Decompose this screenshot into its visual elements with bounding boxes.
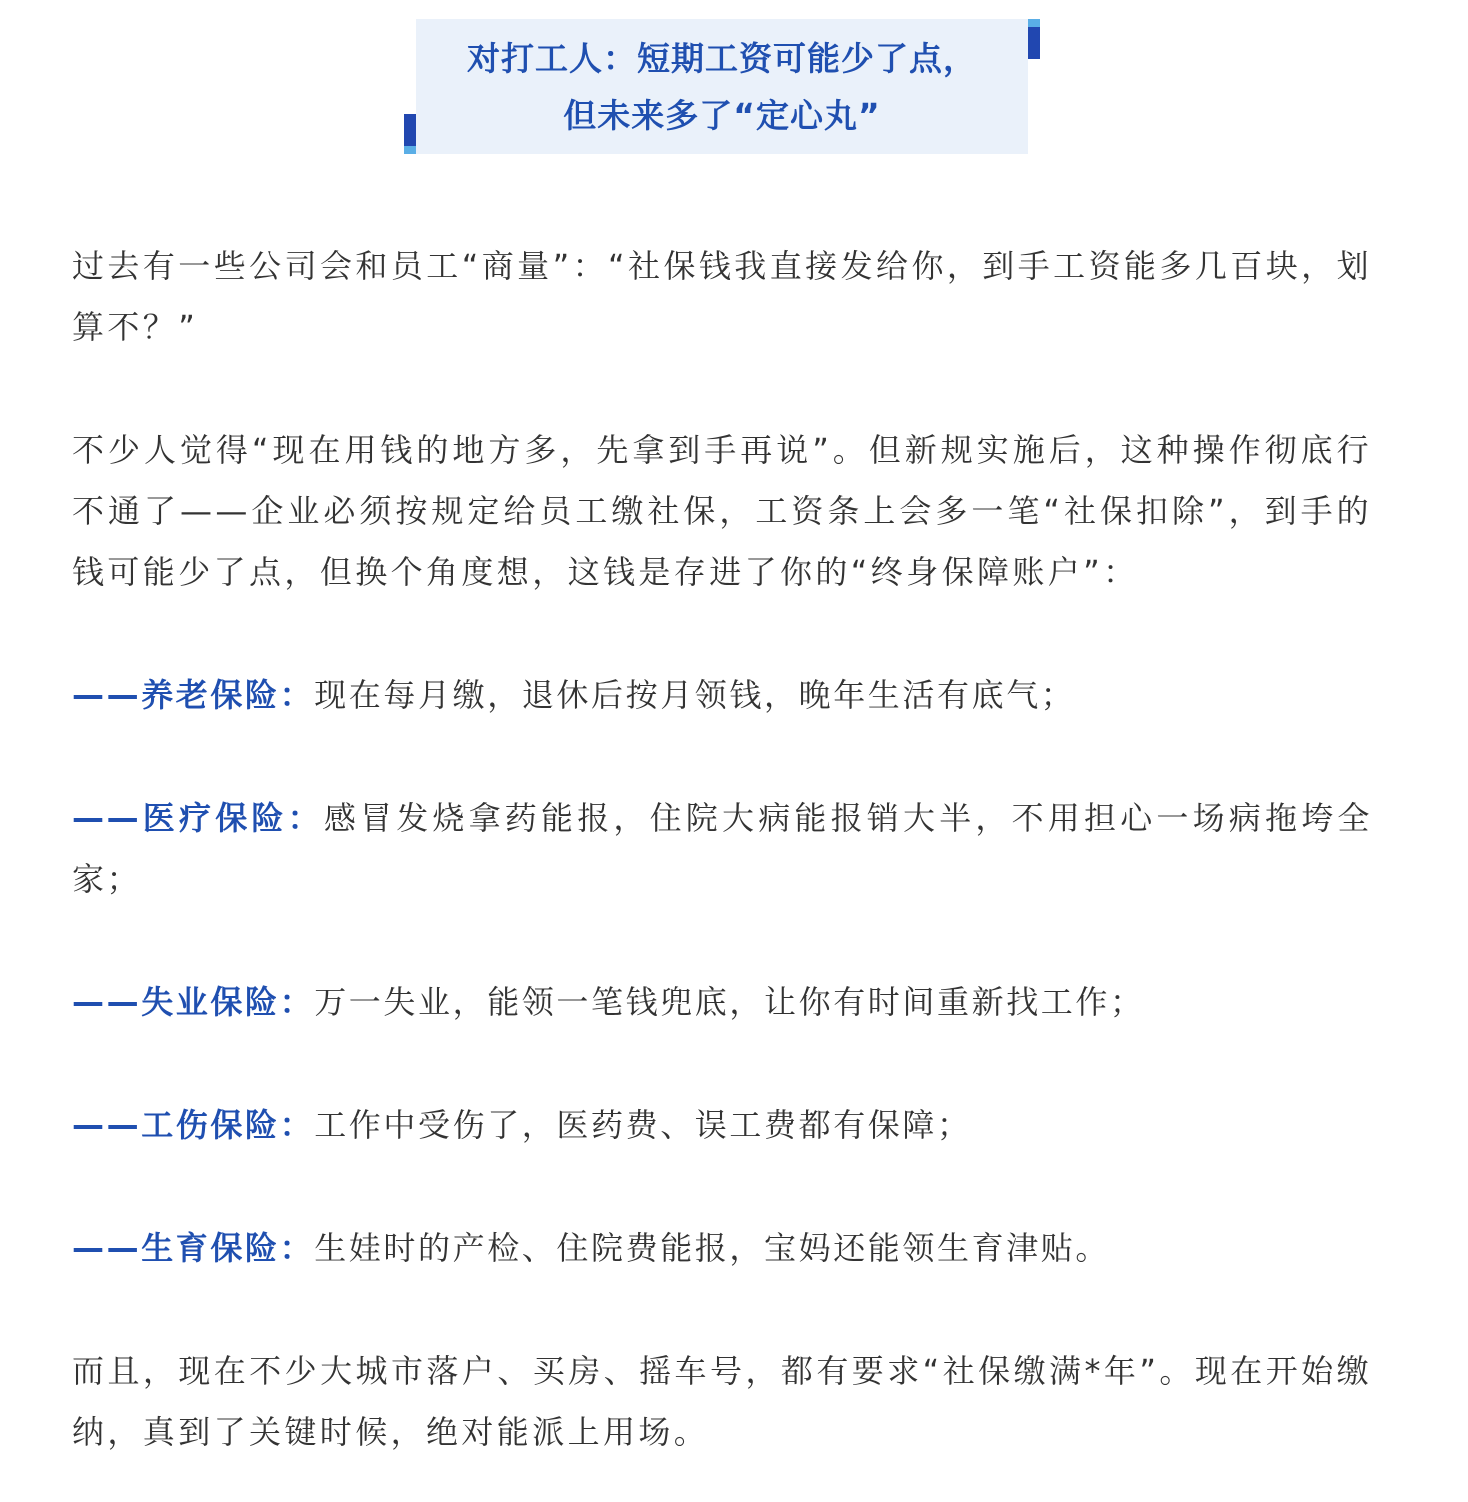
title-corner-accent-dark-top [1028,27,1040,59]
insurance-item-maternity [72,1218,1372,1279]
insurance-label: ——医疗保险： [72,799,324,837]
insurance-item-medical [72,788,1372,910]
insurance-label: ——工伤保险： [72,1106,315,1144]
insurance-text: 感冒发烧拿药能报，住院大病能报销大半，不用担心一场病拖垮全家； [72,799,1373,898]
section-title-box [416,19,1028,154]
intro-paragraph: 过去有一些公司会和员工“商量”：“社保钱我直接发给你，到手工资能多几百块，划算不？” [72,247,1372,346]
insurance-text: 生娃时的产检、住院费能报，宝妈还能领生育津贴。 [314,1229,1111,1267]
insurance-label: ——生育保险： [72,1229,315,1267]
insurance-text: 现在每月缴，退休后按月领钱，晚年生活有底气； [314,676,1076,714]
insurance-text: 工作中受伤了，医药费、误工费都有保障； [314,1106,972,1144]
insurance-item-pension [72,665,1372,726]
section-title-line-2: 但未来多了“定心丸” [563,95,881,135]
closing-paragraph: 而且，现在不少大城市落户、买房、摇车号，都有要求“社保缴满*年”。现在开始缴纳，真到了关键时候，绝对能派上用场。 [72,1352,1372,1451]
explain-paragraph: 不少人觉得“现在用钱的地方多，先拿到手再说”。但新规实施后，这种操作彻底行不通了——企业必须按规定给员工缴社保，工资条上会多一笔“社保扣除”，到手的钱可能少了点，但换个角度想，这钱是存进了你的“终身保障账户”： [72,431,1372,591]
insurance-label: ——失业保险： [72,983,315,1021]
insurance-item-work-injury [72,1095,1372,1156]
insurance-label: ——养老保险： [72,676,315,714]
section-title-line-1: 对打工人：短期工资可能少了点， [467,38,977,78]
insurance-item-unemployment [72,972,1372,1033]
title-corner-accent-dark-bottom [404,114,416,146]
insurance-text: 万一失业，能领一笔钱兜底，让你有时间重新找工作； [314,983,1145,1021]
article-body [72,236,1372,1463]
